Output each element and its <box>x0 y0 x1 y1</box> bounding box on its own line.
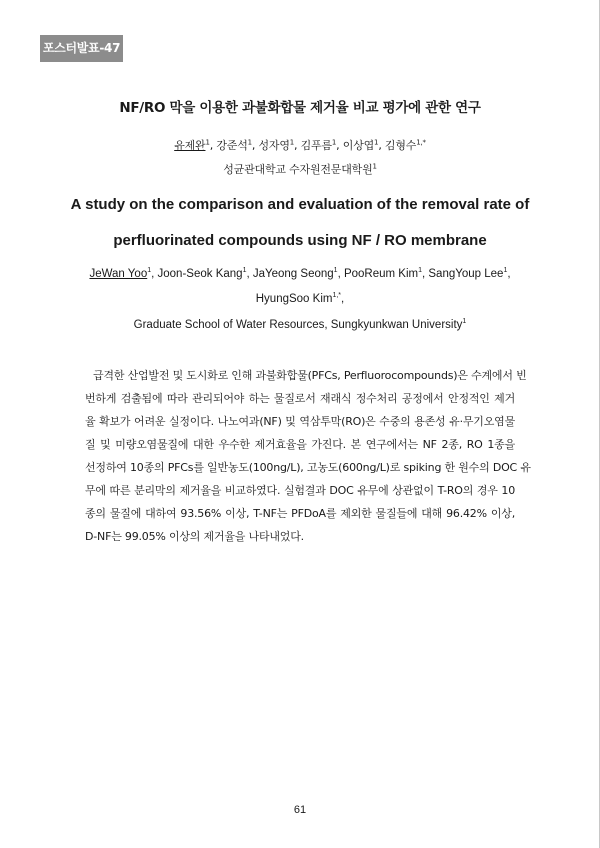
korean-authors <box>0 137 600 153</box>
author-sep: , <box>507 268 511 280</box>
abstract-line: 번하게 검출됨에 따라 관리되어야 하는 물질로서 재래식 정수처리 공정에서 안정적인 제거 <box>85 392 515 405</box>
author-sep: , <box>378 139 385 152</box>
korean-title: NF/RO 막을 이용한 과불화합물 제거율 비교 평가에 관한 연구 <box>119 100 481 116</box>
affiliation-text: 성균관대학교 수자원전문대학원 <box>223 163 373 176</box>
author-sep: , <box>251 139 259 152</box>
english-authors-line-1 <box>0 268 600 280</box>
author-first-english: JeWan Yoo <box>89 268 148 280</box>
author-sep: , <box>151 268 158 280</box>
abstract-line: 종의 물질에 대하여 93.56% 이상, T-NF는 PFDoA를 제외한 물질들에 대해 96.42% 이상, <box>85 507 515 520</box>
author-sup: 1 <box>205 138 210 147</box>
author-korean: 성자영 <box>258 139 290 152</box>
english-authors-line-2 <box>0 293 600 305</box>
english-affiliation <box>0 319 600 331</box>
affiliation-sup: 1 <box>462 318 467 326</box>
author-sup: 1 <box>289 138 295 147</box>
author-korean: 이상엽 <box>342 139 375 152</box>
author-sup: 1 <box>503 267 508 275</box>
author-sup: 1 <box>147 267 152 275</box>
abstract-line: 율 확보가 어려운 실정이다. 나노여과(NF) 및 역삼투막(RO)은 수중의 용존성 유·무기오염물 <box>85 415 515 428</box>
author-korean: 강준석 <box>216 139 248 152</box>
korean-affiliation <box>0 161 600 177</box>
author-english: HyungSoo Kim <box>255 293 333 305</box>
author-sep: , <box>337 268 344 280</box>
abstract-line: 질 및 미량오염물질에 대한 우수한 제거효율을 가진다. 본 연구에서는 NF 2종, RO 1종을 <box>85 438 515 451</box>
author-sup: 1,* <box>332 292 342 300</box>
author-korean: 김형수 <box>384 139 417 152</box>
author-korean: 김푸름 <box>300 139 332 152</box>
author-sup: 1 <box>331 138 337 147</box>
author-sep: , <box>341 293 345 305</box>
author-sep: , <box>294 139 301 152</box>
author-english: JaYeong Seong <box>252 268 334 280</box>
section-badge: 포스터발표-47 <box>40 35 123 62</box>
author-english: Joon-Seok Kang <box>157 268 243 280</box>
english-title-line-2: perfluorinated compounds using NF / RO membrane <box>113 232 487 249</box>
affiliation-sup: 1 <box>372 162 377 171</box>
author-first-korean: 유제완 <box>174 139 206 152</box>
author-sep: , <box>336 139 343 152</box>
author-sup: 1 <box>418 267 422 275</box>
author-english: SangYoup Lee <box>428 268 504 280</box>
abstract-line: 급격한 산업발전 및 도시화로 인해 과불화합물(PFCs, Perfluorocompounds)은 수계에서 빈 <box>93 369 527 382</box>
page-number: 61 <box>293 804 307 816</box>
abstract <box>85 364 531 548</box>
author-sup: 1 <box>333 267 338 275</box>
author-sup: 1,* <box>416 138 426 147</box>
abstract-line: 무에 따른 분리막의 제거율을 비교하였다. 실험결과 DOC 유무에 상관없이 T-RO의 경우 10 <box>85 484 515 497</box>
abstract-line: 선정하여 10종의 PFCs를 일반농도(100ng/L), 고농도(600ng/L)로 spiking 한 원수의 DOC 유 <box>85 461 531 474</box>
affiliation-text: Graduate School of Water Resources, Sungkyunkwan University <box>133 319 463 331</box>
author-sep: , <box>246 268 253 280</box>
author-english: PooReum Kim <box>343 268 419 280</box>
abstract-line: D-NF는 99.05% 이상의 제거율을 나타내었다. <box>85 530 304 543</box>
author-sup: 1 <box>374 138 379 147</box>
author-sep: , <box>422 268 429 280</box>
author-sup: 1 <box>242 267 247 275</box>
author-sup: 1 <box>247 138 252 147</box>
english-title-line-1: A study on the comparison and evaluation of the removal rate of <box>70 196 530 213</box>
author-sep: , <box>209 139 217 152</box>
